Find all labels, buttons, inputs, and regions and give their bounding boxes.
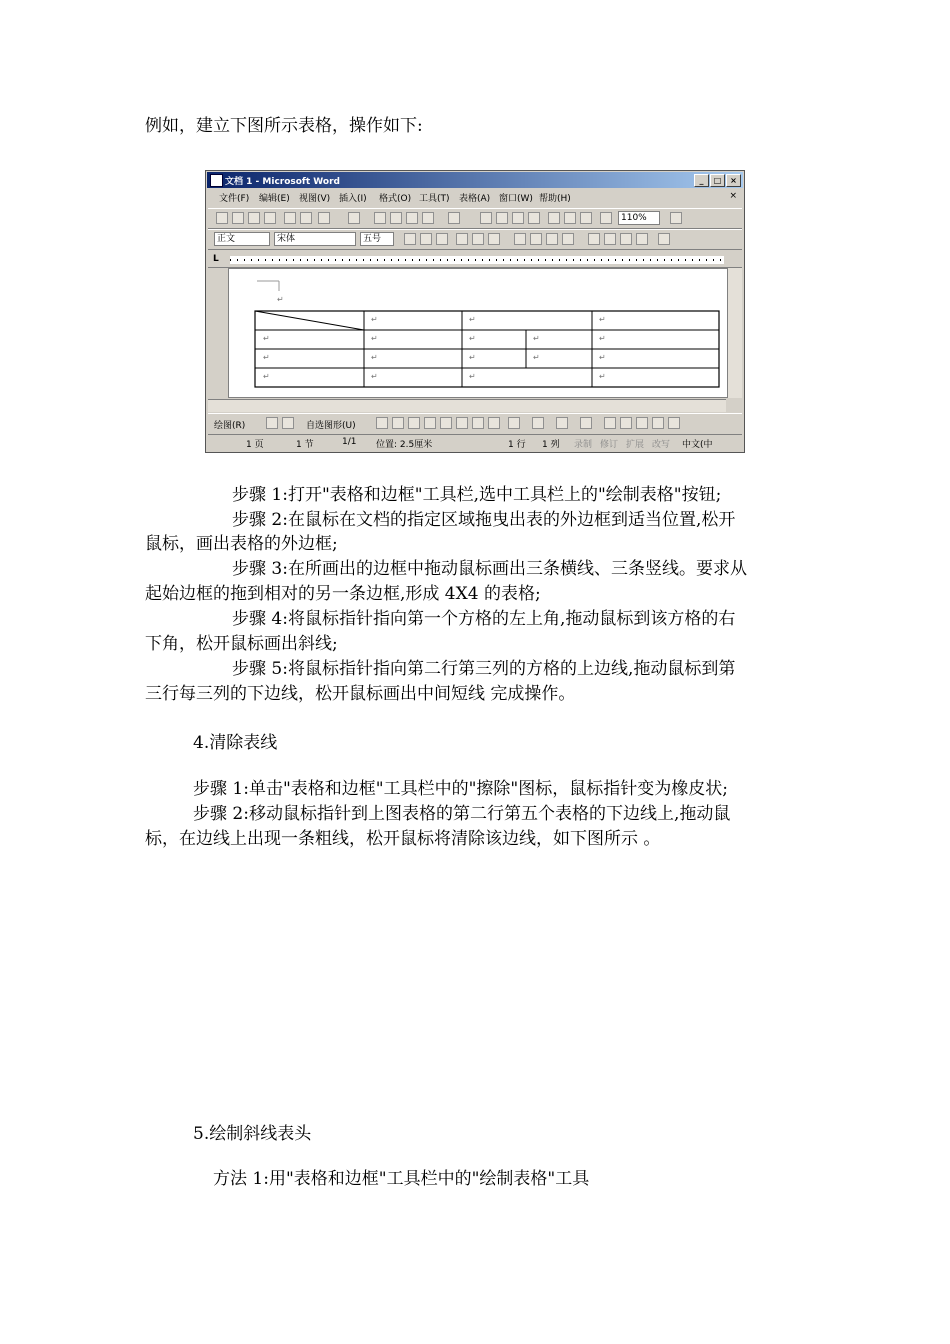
minimize-button[interactable]: _ bbox=[694, 174, 709, 187]
menu-view[interactable]: 视图(V) bbox=[299, 194, 331, 204]
cell-mark: ↵ bbox=[371, 334, 378, 343]
font-color-icon[interactable] bbox=[658, 233, 670, 245]
drawn-table bbox=[229, 269, 727, 397]
format-painter-icon[interactable] bbox=[422, 212, 434, 224]
cell-mark: ↵ bbox=[469, 372, 476, 381]
cell-mark: ↵ bbox=[469, 315, 476, 324]
cell-mark: ↵ bbox=[371, 353, 378, 362]
arrow-icon[interactable] bbox=[392, 417, 404, 429]
maximize-button[interactable]: □ bbox=[710, 174, 725, 187]
align-justify-icon[interactable] bbox=[514, 233, 526, 245]
char-shading-icon[interactable] bbox=[472, 233, 484, 245]
arrow-style-icon[interactable] bbox=[636, 417, 648, 429]
status-column: 1 列 bbox=[542, 440, 560, 450]
title-bar bbox=[207, 172, 743, 188]
italic-icon[interactable] bbox=[420, 233, 432, 245]
cell-mark: ↵ bbox=[533, 353, 540, 362]
clipart-icon[interactable] bbox=[488, 417, 500, 429]
help-icon[interactable] bbox=[670, 212, 682, 224]
research-icon[interactable] bbox=[348, 212, 360, 224]
font-select[interactable]: 宋体 bbox=[274, 232, 356, 246]
status-language: 中文(中 bbox=[682, 440, 713, 450]
cell-mark: ↵ bbox=[469, 353, 476, 362]
draw-font-color-icon[interactable] bbox=[580, 417, 592, 429]
heading-4: 4.清除表线 bbox=[193, 733, 278, 753]
drawing-icon[interactable] bbox=[564, 212, 576, 224]
autoshapes-menu[interactable]: 自选图形(U) bbox=[306, 421, 356, 431]
formatting-toolbar bbox=[208, 229, 742, 250]
menu-file[interactable]: 文件(F) bbox=[219, 194, 250, 204]
menu-format[interactable]: 格式(O) bbox=[379, 194, 412, 204]
heading-5: 5.绘制斜线表头 bbox=[193, 1124, 312, 1144]
print-preview-icon[interactable] bbox=[300, 212, 312, 224]
standard-toolbar bbox=[208, 208, 742, 229]
step-3-cont: 起始边框的拖到相对的另一条边框,形成 4X4 的表格; bbox=[145, 584, 541, 604]
menu-bar bbox=[207, 189, 743, 204]
menu-table[interactable]: 表格(A) bbox=[459, 194, 491, 204]
open-icon[interactable] bbox=[232, 212, 244, 224]
rectangle-icon[interactable] bbox=[408, 417, 420, 429]
zoom-select[interactable]: 110% bbox=[618, 211, 660, 225]
menu-tools[interactable]: 工具(T) bbox=[419, 194, 450, 204]
line-color-icon[interactable] bbox=[556, 417, 568, 429]
status-pages: 1/1 bbox=[342, 437, 357, 447]
decrease-indent-icon[interactable] bbox=[620, 233, 632, 245]
status-section: 1 节 bbox=[296, 440, 314, 450]
new-icon[interactable] bbox=[216, 212, 228, 224]
save-icon[interactable] bbox=[248, 212, 260, 224]
close-button[interactable]: × bbox=[726, 174, 741, 187]
step-3: 步骤 3:在所画出的边框中拖动鼠标画出三条横线、三条竖线。要求从 bbox=[232, 559, 747, 579]
bullets-icon[interactable] bbox=[604, 233, 616, 245]
align-center-icon[interactable] bbox=[530, 233, 542, 245]
show-hide-icon[interactable] bbox=[600, 212, 612, 224]
underline-icon[interactable] bbox=[436, 233, 448, 245]
status-ovr[interactable]: 改写 bbox=[652, 440, 671, 450]
step-2: 步骤 2:在鼠标在文档的指定区域拖曳出表的外边框到适当位置,松开 bbox=[232, 510, 736, 530]
spelling-icon[interactable] bbox=[318, 212, 330, 224]
vertical-ruler bbox=[208, 268, 226, 398]
bold-icon[interactable] bbox=[404, 233, 416, 245]
dash-style-icon[interactable] bbox=[620, 417, 632, 429]
insert-table-icon[interactable] bbox=[512, 212, 524, 224]
insert-excel-icon[interactable] bbox=[528, 212, 540, 224]
status-line: 1 行 bbox=[508, 440, 526, 450]
drawing-toolbar bbox=[208, 413, 742, 435]
cell-mark: ↵ bbox=[263, 334, 270, 343]
document-map-icon[interactable] bbox=[580, 212, 592, 224]
hyperlink-icon[interactable] bbox=[480, 212, 492, 224]
cell-mark: ↵ bbox=[371, 315, 378, 324]
doc-close-button[interactable]: × bbox=[729, 191, 737, 201]
paragraph-mark: ↵ bbox=[277, 295, 284, 304]
undo-icon[interactable] bbox=[448, 212, 460, 224]
shadow-icon[interactable] bbox=[652, 417, 664, 429]
diagram-icon[interactable] bbox=[472, 417, 484, 429]
status-ext[interactable]: 扩展 bbox=[626, 440, 645, 450]
char-border-icon[interactable] bbox=[456, 233, 468, 245]
permission-icon[interactable] bbox=[264, 212, 276, 224]
fill-color-icon[interactable] bbox=[532, 417, 544, 429]
document-area[interactable] bbox=[228, 268, 728, 398]
cell-mark: ↵ bbox=[599, 315, 606, 324]
print-icon[interactable] bbox=[284, 212, 296, 224]
step-1: 步骤 1:打开"表格和边框"工具栏,选中工具栏上的"绘制表格"按钮; bbox=[232, 485, 722, 505]
select-objects-icon[interactable] bbox=[266, 417, 278, 429]
step-5: 步骤 5:将鼠标指针指向第二行第三列的方格的上边线,拖动鼠标到第 bbox=[232, 659, 736, 679]
word-screenshot bbox=[205, 170, 745, 453]
3d-icon[interactable] bbox=[668, 417, 680, 429]
vertical-scrollbar[interactable] bbox=[727, 268, 742, 398]
status-trk[interactable]: 修订 bbox=[600, 440, 619, 450]
step-5-cont: 三行每三列的下边线，松开鼠标画出中间短线 完成操作。 bbox=[145, 684, 576, 704]
step-4: 步骤 4:将鼠标指针指向第一个方格的左上角,拖动鼠标到该方格的右 bbox=[232, 609, 736, 629]
intro-text: 例如，建立下图所示表格，操作如下: bbox=[145, 116, 423, 136]
columns-icon[interactable] bbox=[548, 212, 560, 224]
oval-icon[interactable] bbox=[424, 417, 436, 429]
erase-step-2: 步骤 2:移动鼠标指针到上图表格的第二行第五个表格的下边线上,拖动鼠 bbox=[193, 804, 731, 824]
picture-icon[interactable] bbox=[508, 417, 520, 429]
status-bar bbox=[208, 435, 742, 451]
draw-menu[interactable]: 绘图(R) bbox=[214, 421, 246, 431]
tables-borders-icon[interactable] bbox=[496, 212, 508, 224]
horizontal-scrollbar[interactable] bbox=[208, 399, 726, 412]
step-2-cont: 鼠标，画出表格的外边框; bbox=[145, 534, 338, 554]
size-select[interactable]: 五号 bbox=[360, 232, 394, 246]
tab-selector[interactable]: L bbox=[213, 254, 219, 264]
cell-mark: ↵ bbox=[599, 353, 606, 362]
word-app-icon bbox=[210, 174, 223, 187]
window-title: 文档 1 - Microsoft Word bbox=[225, 177, 340, 187]
step-4-cont: 下角，松开鼠标画出斜线; bbox=[145, 634, 338, 654]
status-position: 位置: 2.5厘米 bbox=[376, 440, 433, 450]
style-select[interactable]: 正文 bbox=[214, 232, 270, 246]
cell-mark: ↵ bbox=[599, 372, 606, 381]
numbering-icon[interactable] bbox=[588, 233, 600, 245]
menu-window[interactable]: 窗口(W) bbox=[499, 194, 533, 204]
copy-icon[interactable] bbox=[390, 212, 402, 224]
cell-mark: ↵ bbox=[469, 334, 476, 343]
cell-mark: ↵ bbox=[533, 334, 540, 343]
method-1: 方法 1:用"表格和边框"工具栏中的"绘制表格"工具 bbox=[213, 1169, 590, 1189]
distribute-icon[interactable] bbox=[562, 233, 574, 245]
cell-mark: ↵ bbox=[263, 372, 270, 381]
wordart-icon[interactable] bbox=[456, 417, 468, 429]
textbox-icon[interactable] bbox=[440, 417, 452, 429]
menu-edit[interactable]: 编辑(E) bbox=[259, 194, 290, 204]
status-page: 1 页 bbox=[246, 440, 264, 450]
cell-mark: ↵ bbox=[599, 334, 606, 343]
erase-step-2-cont: 标，在边线上出现一条粗线，松开鼠标将清除该边线，如下图所示 。 bbox=[145, 829, 661, 849]
align-right-icon[interactable] bbox=[546, 233, 558, 245]
menu-insert[interactable]: 插入(I) bbox=[339, 194, 367, 204]
rotate-icon[interactable] bbox=[282, 417, 294, 429]
paste-icon[interactable] bbox=[406, 212, 418, 224]
cut-icon[interactable] bbox=[374, 212, 386, 224]
line-style-icon[interactable] bbox=[604, 417, 616, 429]
horizontal-ruler bbox=[208, 253, 742, 268]
erase-step-1: 步骤 1:单击"表格和边框"工具栏中的"擦除"图标，鼠标指针变为橡皮状; bbox=[193, 779, 728, 799]
menu-help[interactable]: 帮助(H) bbox=[539, 194, 571, 204]
status-rec[interactable]: 录制 bbox=[574, 440, 593, 450]
char-scale-icon[interactable] bbox=[488, 233, 500, 245]
line-icon[interactable] bbox=[376, 417, 388, 429]
increase-indent-icon[interactable] bbox=[636, 233, 648, 245]
cell-mark: ↵ bbox=[371, 372, 378, 381]
cell-mark: ↵ bbox=[263, 353, 270, 362]
